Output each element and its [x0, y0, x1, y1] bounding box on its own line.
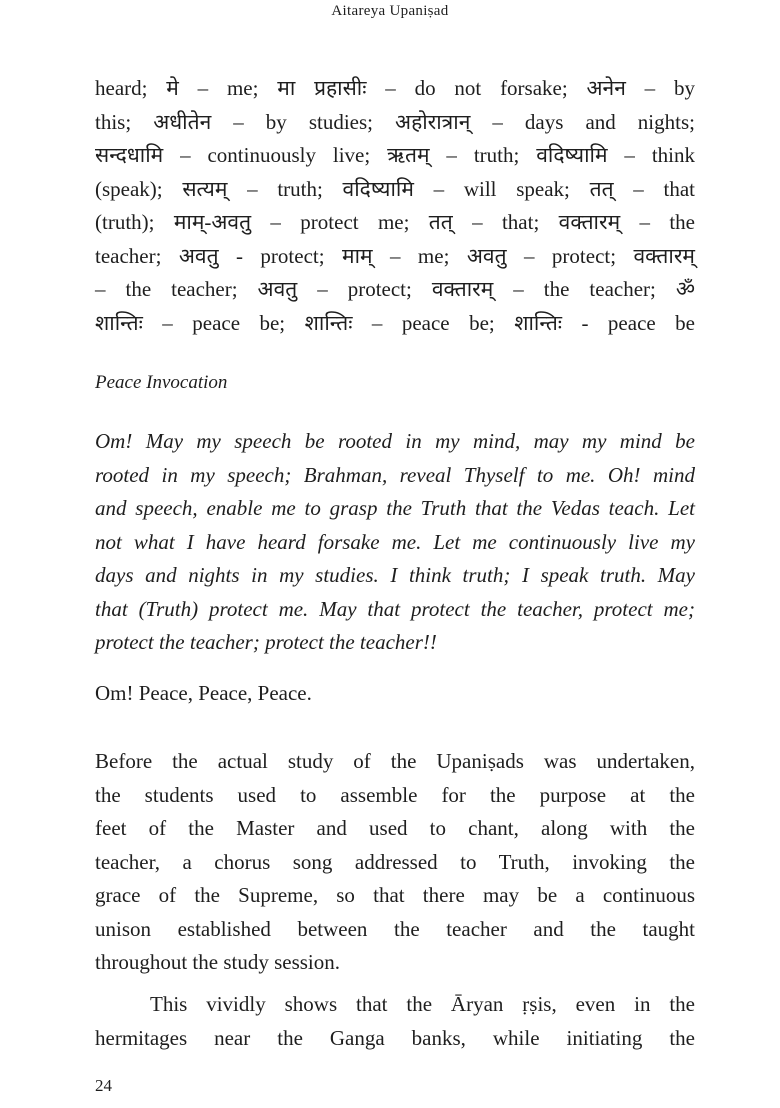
text-line: – the teacher; अवतु – protect; वक्तारम् – the teacher; ॐ [95, 277, 695, 301]
text-line: rooted in my speech; Brahman, reveal Thyself to me. Oh! mind [95, 462, 695, 487]
text-line: teacher; अवतु - protect; माम् – me; अवतु – protect; वक्तारम् [95, 243, 695, 268]
text-line: throughout the study session. [95, 950, 340, 974]
peace-line [95, 677, 695, 711]
page-number: 24 [95, 1076, 112, 1095]
body-paragraph-2 [95, 988, 695, 1055]
text-line: that (Truth) protect me. May that protect the teacher, protect me; [95, 596, 695, 621]
text-line: this; अधीतेन – by studies; अहोरात्रान् – days and nights; [95, 109, 695, 134]
text-line: Before the actual study of the Upaniṣads was undertaken, [95, 749, 695, 773]
text-line: (speak); सत्यम् – truth; वदिष्यामि – will speak; तत् – that [95, 176, 695, 201]
body-paragraph-1 [95, 745, 695, 980]
text-line: not what I have heard forsake me. Let me continuously live my [95, 529, 695, 554]
text-line: protect the teacher; protect the teacher!! [95, 630, 437, 654]
section-title [95, 366, 695, 400]
text-line: Om! Peace, Peace, Peace. [95, 681, 312, 705]
text-line: शान्तिः – peace be; शान्तिः – peace be; शान्तिः - peace be [95, 310, 695, 335]
invocation-paragraph [95, 425, 695, 660]
text-line: Om! May my speech be rooted in my mind, may my mind be [95, 429, 695, 453]
text-line: grace of the Supreme, so that there may be a continuous [95, 883, 695, 907]
text-line: सन्दधामि – continuously live; ऋतम् – truth; वदिष्यामि – think [95, 143, 695, 167]
text-line: hermitages near the Ganga banks, while initiating the [95, 1025, 695, 1050]
text-line: days and nights in my studies. I think truth; I speak truth. May [95, 563, 695, 587]
text-line: (truth); माम्-अवतु – protect me; तत् – that; वक्तारम् – the [95, 210, 695, 234]
section-title-text: Peace Invocation [95, 372, 228, 393]
running-header: Aitareya Upaniṣad [331, 3, 449, 19]
text-line: unison established between the teacher and the taught [95, 916, 695, 941]
text-line: feet of the Master and used to chant, along with the [95, 816, 695, 840]
text-line: and speech, enable me to grasp the Truth that the Vedas teach. Let [95, 496, 695, 520]
text-line: the students used to assemble for the purpose at the [95, 782, 695, 807]
text-line: This vividly shows that the Āryan ṛṣis, even in the [150, 992, 695, 1016]
text-line: teacher, a chorus song addressed to Truth, invoking the [95, 849, 695, 874]
glossary-paragraph [95, 72, 695, 340]
text-line: heard; मे – me; मा प्रहासीः – do not forsake; अनेन – by [95, 76, 695, 100]
